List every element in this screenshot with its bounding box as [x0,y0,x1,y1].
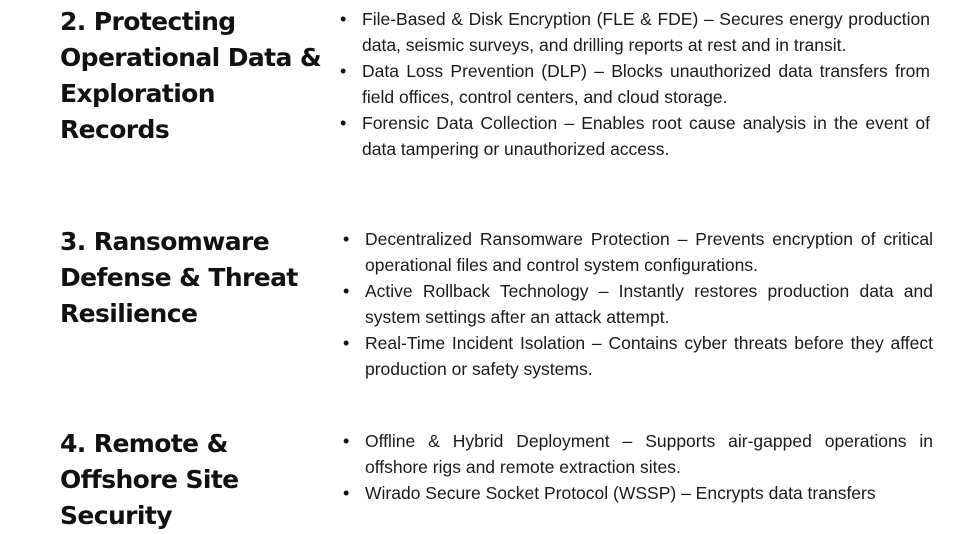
list-item: • Decentralized Ransomware Protection – Prevents encryption of critical operational files and control system configurations. [341,226,933,278]
list-item: • Wirado Secure Socket Protocol (WSSP) – Encrypts data transfers [341,480,933,506]
bullet-list [338,6,930,162]
bullet-list [341,226,933,382]
section-heading: 2. Protecting Operational Data & Exploration Records [60,7,322,144]
section-heading: 3. Ransomware Defense & Threat Resilience [60,227,298,328]
list-item: • Data Loss Prevention (DLP) – Blocks unauthorized data transfers from field offices, control centers, and cloud storage. [338,58,930,110]
list-item: • Forensic Data Collection – Enables root cause analysis in the event of data tampering or unauthorized access. [338,110,930,162]
list-item: • Active Rollback Technology – Instantly restores production data and system settings after an attack attempt. [341,278,933,330]
list-item: • Offline & Hybrid Deployment – Supports air-gapped operations in offshore rigs and remote extraction sites. [341,428,933,480]
bullet-list [341,428,933,506]
list-item: • File-Based & Disk Encryption (FLE & FDE) – Secures energy production data, seismic surveys, and drilling reports at rest and in transit. [338,6,930,58]
section-heading: 4. Remote & Offshore Site Security [60,429,239,530]
list-item: • Real-Time Incident Isolation – Contains cyber threats before they affect production or safety systems. [341,330,933,382]
